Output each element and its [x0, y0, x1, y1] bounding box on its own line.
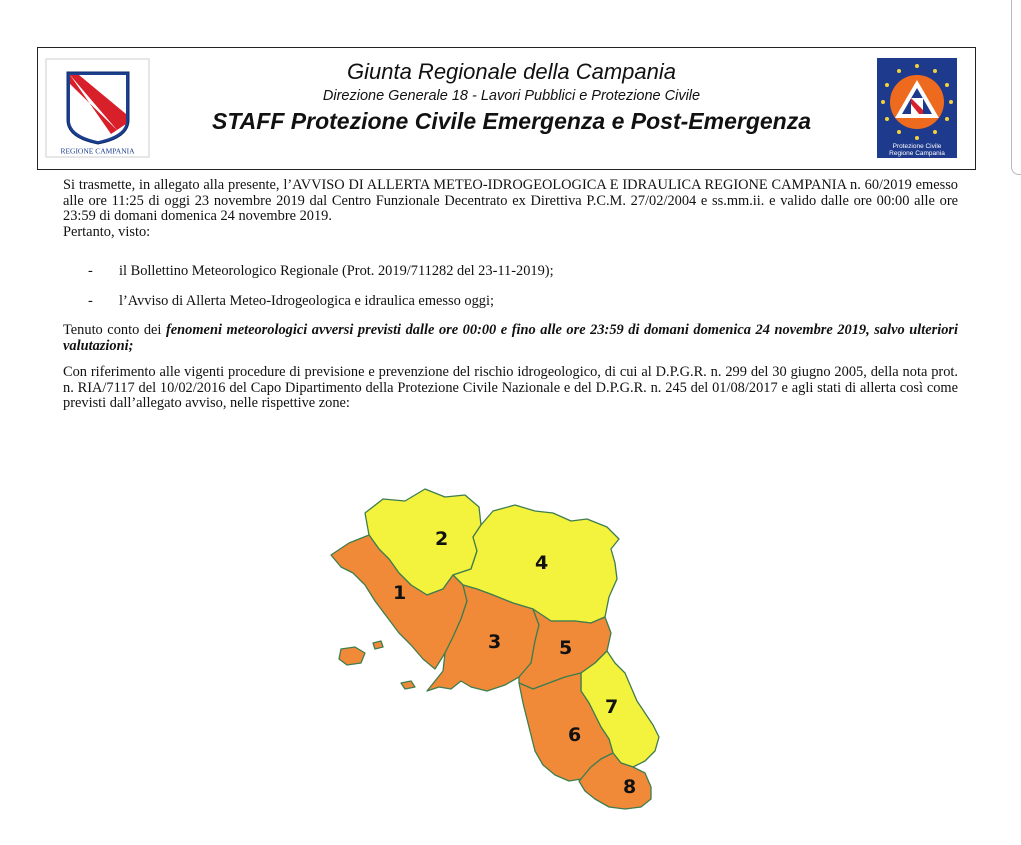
side-panel-edge	[1011, 0, 1021, 175]
letterhead-text	[156, 58, 867, 136]
page-title: Giunta Regionale della Campania	[347, 59, 676, 84]
tenuto-paragraph	[63, 323, 958, 354]
intro-paragraph	[63, 178, 958, 240]
zone-label-4: 4	[535, 552, 549, 574]
zone-label-2: 2	[435, 528, 449, 550]
logo-right-caption-1: Protezione Civile	[892, 143, 942, 150]
list-dash: -	[88, 293, 93, 309]
list-item-text: l’Avviso di Allerta Meteo-Idrogeologica e idraulica emesso oggi;	[119, 293, 494, 309]
zone-label-8: 8	[623, 776, 637, 798]
list-dash: -	[88, 263, 93, 279]
department-subtitle: Direzione Generale 18 - Lavori Pubblici e Protezione Civile	[322, 88, 701, 104]
island-procida	[373, 641, 383, 649]
zone-label-1: 1	[393, 582, 407, 604]
protezione-civile-logo	[877, 58, 957, 158]
zone-label-6: 6	[568, 724, 582, 746]
logo-left-caption: REGIONE CAMPANIA	[60, 146, 135, 156]
logo-right-caption-2: Regione Campania	[889, 150, 945, 157]
tenuto-prefix: Tenuto conto dei	[63, 322, 166, 338]
letterhead	[37, 47, 976, 170]
list-item-text: il Bollettino Meteorologico Regionale (Prot. 2019/711282 del 23-11-2019);	[119, 263, 554, 279]
island-capri	[401, 681, 415, 689]
zone-label-3: 3	[488, 631, 502, 653]
zone-label-5: 5	[559, 637, 573, 659]
tenuto-emphasis: fenomeni meteorologici avversi previsti dalle ore 00:00 e fino alle ore 23:59 di domani domenica 24 novembre 2019, salvo ulteriori valutazioni;	[63, 322, 958, 354]
pertanto-text: Pertanto, visto:	[63, 223, 151, 240]
intro-text: Si trasmette, in allegato alla presente, l’AVVISO DI ALLERTA METEO-IDROGEOLOGICA E IDRAULICA REGIONE CAMPANIA n. 60/2019 emesso alle ore 11:25 di oggi 23 novembre 2019 dal Centro Funzionale Decentrato ex Direttiva P.C.M. 27/02/2004 e ss.mm.ii. e valido dalle ore 00:00 alle ore 23:59 di domani domenica 24 novembre 2019.	[63, 177, 958, 224]
campania-alert-zones-map	[295, 477, 715, 819]
list-item	[88, 293, 494, 309]
staff-heading: STAFF Protezione Civile Emergenza e Post-Emergenza	[212, 108, 811, 134]
regione-campania-logo	[45, 58, 150, 158]
riferimento-paragraph: Con riferimento alle vigenti procedure di previsione e prevenzione del rischio idrogeologico, di cui al D.P.G.R. n. 299 del 30 giugno 2005, della nota prot. n. RIA/7117 del 10/02/2016 del Capo Dipartimento della Protezione Civile Nazionale e del D.P.G.R. n. 245 del 01/08/2017 e agli stati di allerta così come previsti dall’allegato avviso, nelle rispettive zone:	[63, 364, 958, 411]
zone-label-7: 7	[605, 696, 619, 718]
list-item	[88, 263, 554, 279]
island-ischia	[339, 647, 365, 665]
